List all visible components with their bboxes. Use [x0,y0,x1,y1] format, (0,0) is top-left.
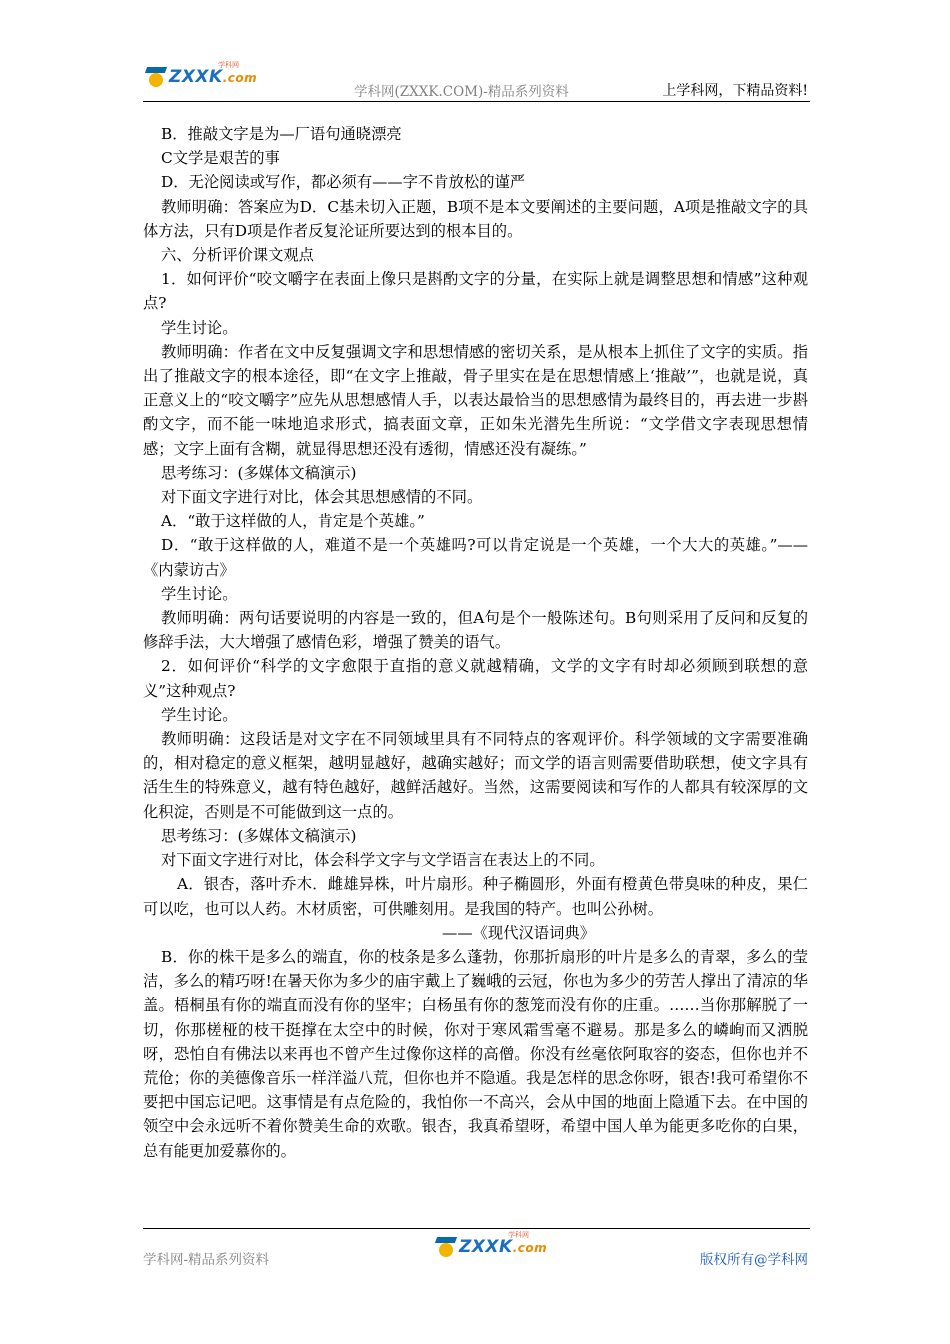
option-c: C文学是艰苦的事 [161,149,280,168]
graduation-cap-icon [433,1234,459,1260]
header-divider [143,101,810,102]
teacher-clarification: 教师明确：这段话是对文字在不同领域里具有不同特点的客观评价。科学领域的文字需要准确的，相对稳定的意义框架，越明显越好，越确实越好；而文学的语言则需要借助联想，使文字具有活生生的特殊意义，越有特色越好，越鲜活越好。当然，这需要阅读和写作的人都具有较深厚的文化积淀，否则是不可能做到这一点的。 [143,730,808,821]
example-a-dictionary: A．银杏，落叶乔木．雌雄异株，叶片扇形。种子椭圆形，外面有橙黄色带臭味的种皮，果仁可以吃，也可以人药。木材质密，可供雕刻用。是我国的特产。也叫公孙树。 [143,875,808,918]
footer-site-label: 学科网-精品系列资料 [143,1252,270,1268]
page-header [143,61,810,106]
header-slogan: 上学科网，下精品资料! [662,83,808,99]
question-2: 2．如何评价“科学的文字愈限于直指的意义就越精确，文学的文字有时却必须顾到联想的意义”这种观点? [143,657,808,700]
option-d: D．无沦阅读或写作，都必须有——字不肯放松的谨严 [161,173,526,192]
teacher-clarification: 教师明确：答案应为D．C基未切入正题，B项不是本文要阐述的主要问题，A项是推敲文字的具体方法，只有D项是作者反复沦证所要达到的根本目的。 [143,197,808,240]
document-body [143,122,808,1163]
example-b-prose: B．你的株干是多么的端直，你的枝条是多么蓬勃，你那折扇形的叶片是多么的青翠，多么的莹洁，多么的精巧呀!在暑天你为多少的庙宇戴上了巍峨的云冠，你也为多少的劳苦人撑出了清凉的华盖。梧桐虽有你的端直而没有你的坚牢；白杨虽有你的葱笼而没有你的庄重。……当你那解脱了一切，你那槎桠的枝干挺撑在太空中的时候，你对于寒风霜雪毫不避易。那是多么的嶙峋而又洒脱呀，恐怕自有佛法以来再也不曾产生过像你这样的高僧。你没有丝毫依阿取容的姿态，但你也并不荒伧；你的美德像音乐一样洋溢八荒，但你也并不隐遁。我是怎样的思念你呀，银杏!我可希望你不要把中国忘记吧。这事情是有点危险的，我怕你一不高兴，会从中国的地面上隐遁下去。在中国的领空中会永远听不着你赞美生命的欢歌。银杏，我真希望呀，希望中国人单为能更多吃你的白果，总有能更加爱慕你的。 [143,947,808,1160]
exercise-instruction: 对下面文字进行对比，体会科学文字与文学语言在表达上的不同。 [161,851,605,870]
student-discussion: 学生讨论。 [161,705,238,724]
source-citation: ——《现代汉语词典》 [442,923,595,942]
exercise-label: 思考练习：(多媒体文稿演示) [161,463,357,482]
page-footer [143,1228,810,1268]
question-1: 1．如何评价“咬文嚼字在表面上像只是斟酌文字的分量，在实际上就是调整思想和情感”这种观点? [143,270,808,313]
graduation-cap-icon [143,64,169,90]
student-discussion: 学生讨论。 [161,584,238,603]
example-a: A．“敢于这样做的人，肯定是个英雄。” [161,512,425,531]
copyright-link[interactable]: 版权所有@学科网 [700,1252,808,1268]
footer-zxxk-logo[interactable]: ZXXK.com 学科网 [433,1234,547,1260]
footer-divider [143,1228,810,1229]
example-d: D．“敢于这样做的人，难道不是一个英雄吗?可以肯定说是一个英雄，一个大大的英雄。”——《内蒙访古》 [143,536,808,579]
exercise-label: 思考练习：(多媒体文稿演示) [161,826,357,845]
zxxk-logo[interactable]: ZXXK.com 学科网 [143,64,257,90]
section-heading: 六、分析评价课文观点 [161,246,314,265]
teacher-clarification: 教师明确：两句话要说明的内容是一致的，但A句是个一般陈述句。B句则采用了反问和反复的修辞手法，大大增强了感情色彩，增强了赞美的语气。 [143,609,808,652]
teacher-clarification: 教师明确：作者在文中反复强调文字和思想情感的密切关系，是从根本上抓住了文字的实质。指出了推敲文字的根本途径，即“在文字上推敲，骨子里实在是在思想情感上‘推敲’”，也就是说，真正意义上的“咬文嚼字”应先从思想感情人手，以表达最恰当的思想感情为最终目的，再去进一步斟酌文字，而不能一味地追求形式，搞表面文章，正如朱光潜先生所说：“文学借文字表现思想情感；文字上面有含糊，就显得思想还没有透彻，情感还没有凝练。” [143,342,808,458]
student-discussion: 学生讨论。 [161,318,238,337]
header-site-title: 学科网(ZXXK.COM)-精品系列资料 [354,84,569,100]
exercise-instruction: 对下面文字进行对比，体会其思想感情的不同。 [161,488,483,507]
option-b: B．推敲文字是为—厂语句通晓漂亮 [161,125,402,143]
